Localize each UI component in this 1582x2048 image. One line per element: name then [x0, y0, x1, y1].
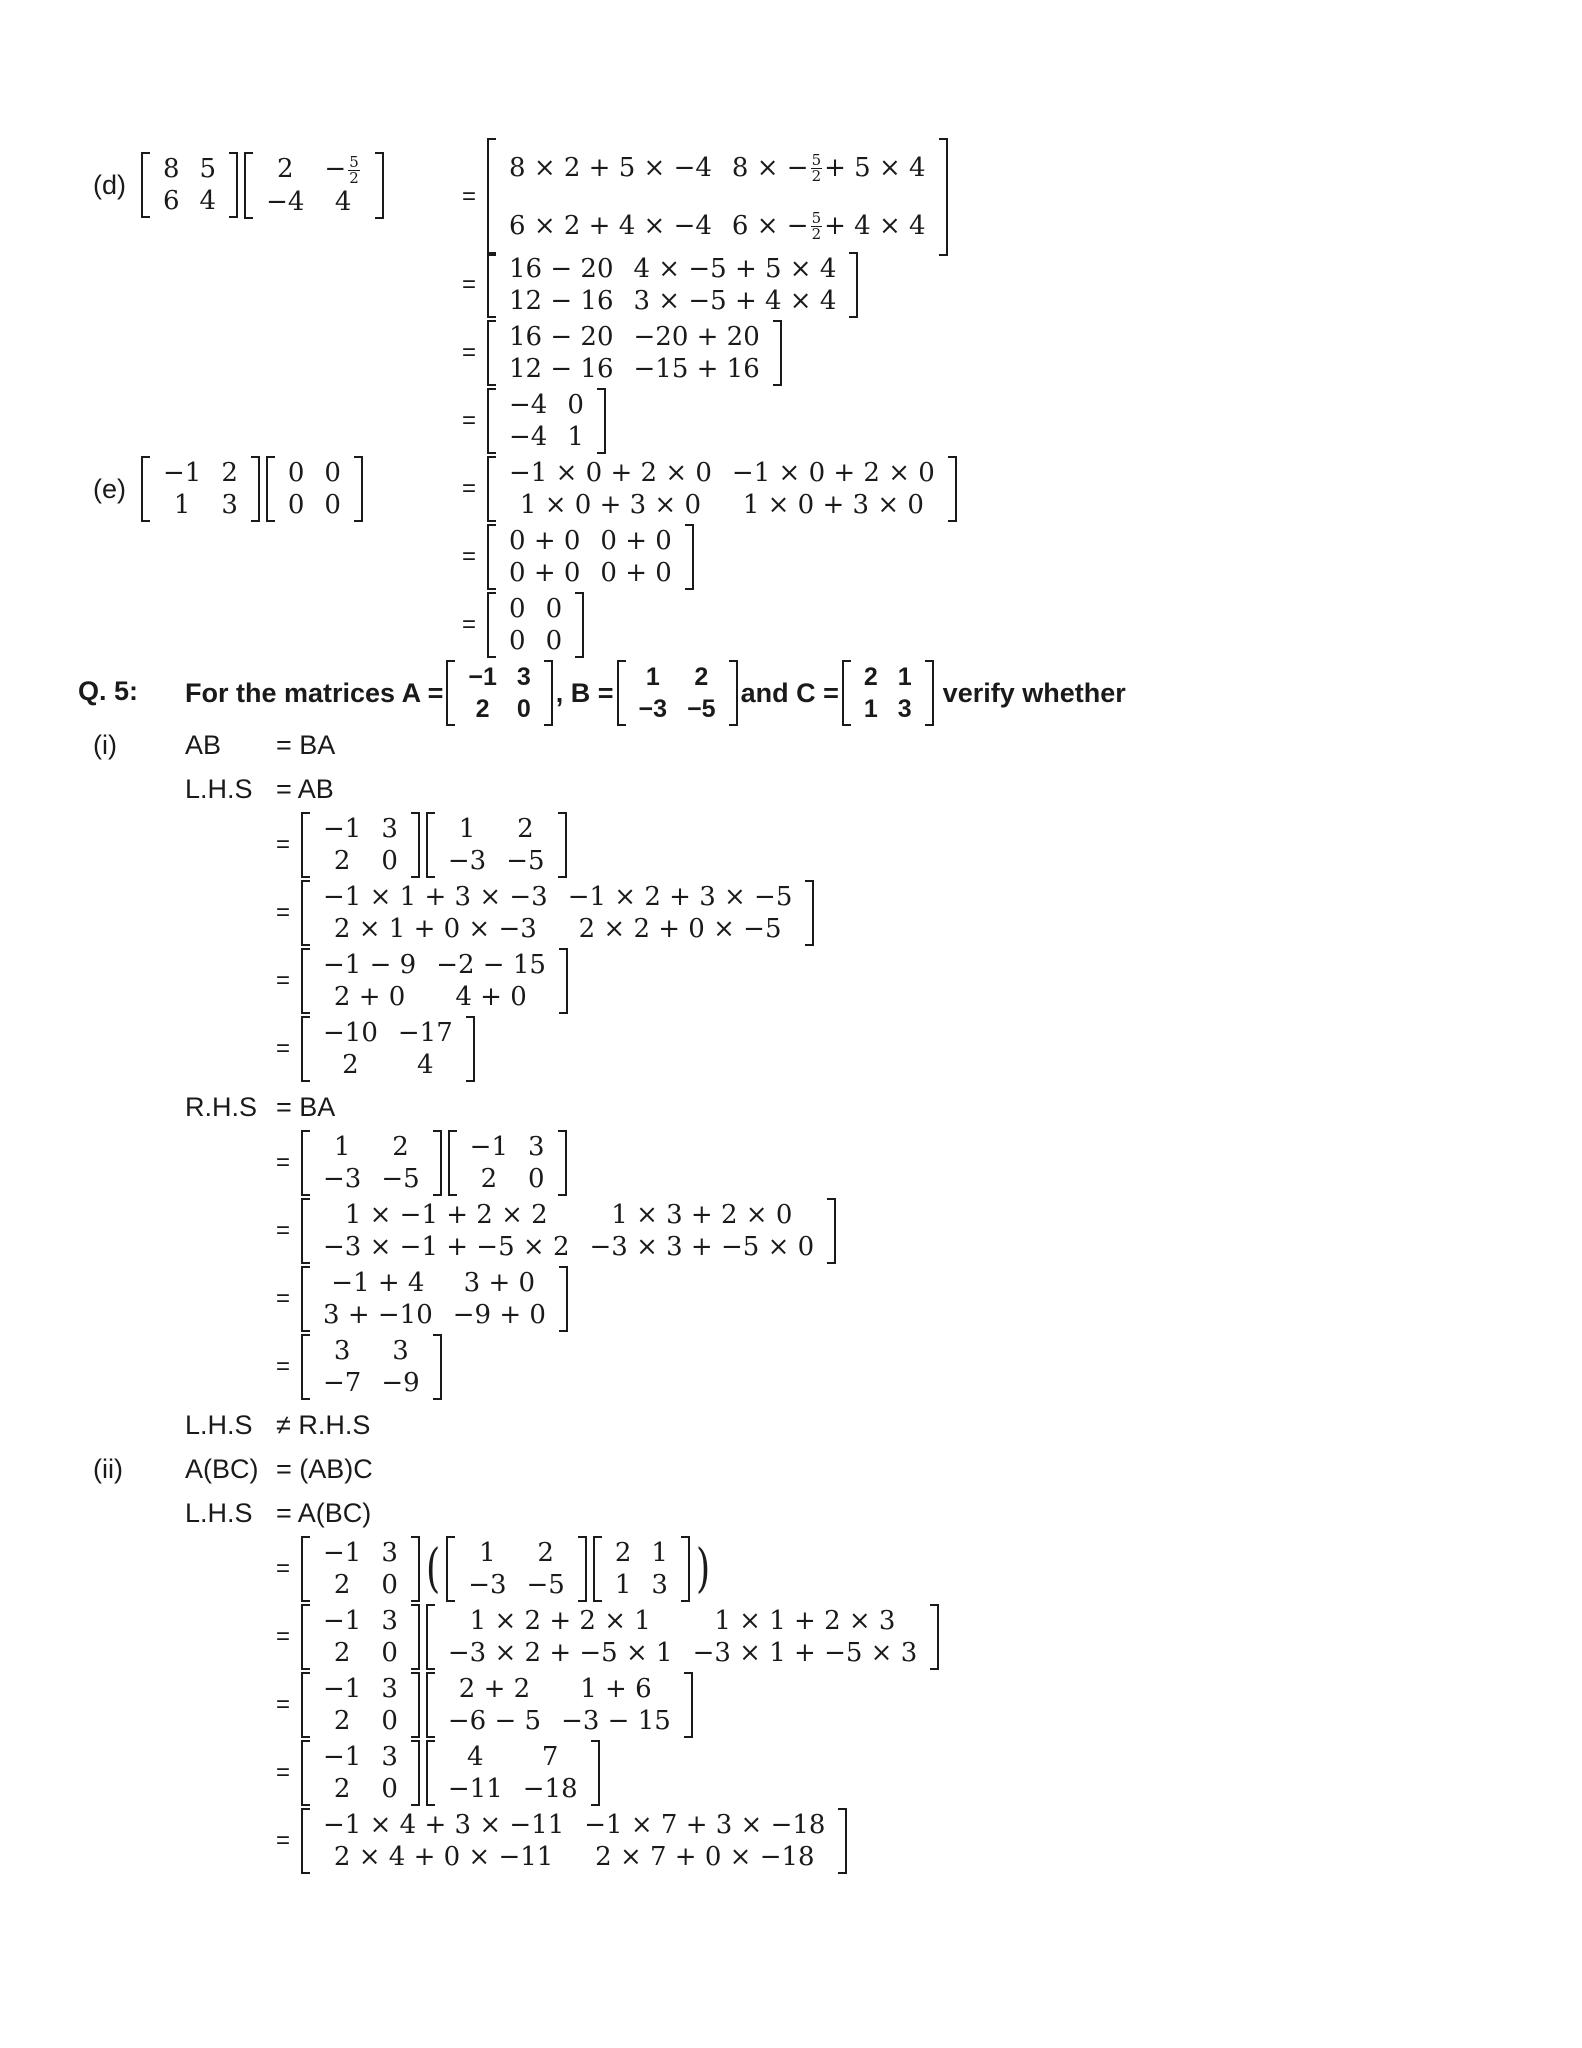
matrix — [301, 1198, 836, 1264]
matrix-cell: 1 × 1 + 2 × 3 — [714, 1606, 896, 1636]
matrix-cell: 1 × 0 + 3 × 0 — [742, 490, 924, 520]
matrix-cell: −2 − 15 — [436, 950, 546, 980]
matrix-cell: −1 × 4 + 3 × −11 — [323, 1810, 565, 1840]
part-d-problem — [138, 152, 387, 219]
matrix-cell: −1 − 9 — [323, 950, 417, 980]
matrix-cell: 0 — [381, 1570, 398, 1600]
matrix — [301, 948, 568, 1014]
rhs-label: R.H.S — [185, 1092, 258, 1122]
matrix-cell: 2 + 0 — [333, 982, 406, 1012]
matrix-cell: 2 × 4 + 0 × −11 — [333, 1842, 554, 1872]
matrix-cell: −1 + 4 — [331, 1268, 425, 1298]
matrix-cell: −3 — [323, 1164, 362, 1194]
matrix-cell: 2 — [333, 1774, 351, 1804]
matrix-cell: −5 — [381, 1164, 420, 1194]
matrix — [487, 388, 606, 454]
matrix-cell: −9 — [381, 1368, 420, 1398]
matrix-cell: −4 — [266, 186, 305, 217]
matrix-cell: 2 + 2 — [458, 1674, 531, 1704]
matrix-cell: −3 × −1 + −5 × 2 — [323, 1232, 570, 1262]
part-e-problem — [138, 456, 366, 522]
matrix-b — [617, 660, 738, 726]
matrix-cell: −1 × 0 + 2 × 0 — [509, 458, 712, 488]
matrix-cell: 2 — [392, 1132, 409, 1162]
matrix-a — [446, 660, 552, 726]
matrix-cell: 0 + 0 — [509, 558, 581, 588]
matrix-a — [301, 1672, 420, 1738]
matrix — [301, 1016, 475, 1082]
matrix-cell: 3 — [516, 663, 531, 691]
matrix — [487, 320, 782, 386]
matrix-cell: 2 — [333, 1706, 351, 1736]
lhs-step-product: = −1 3 2 0 1 2 −3 −5 — [276, 812, 570, 878]
matrix-cell: 4 — [199, 186, 217, 217]
matrix-cell: 1 — [479, 1538, 496, 1568]
matrix-cell: −3 × 1 + −5 × 3 — [692, 1638, 918, 1668]
matrix-cell: 3 — [528, 1132, 545, 1162]
part-ii-step-2: = −1 3 2 0 2 + 2 1 + 6 −6 − 5 −3 − 15 — [276, 1672, 696, 1738]
matrix-cell: 3 + 0 — [463, 1268, 536, 1298]
part-d-step-2: = 16 − 20 4 × −5 + 5 × 4 12 − 16 3 × −5 + 4 × 4 — [462, 252, 861, 318]
matrix-cell: −15 + 16 — [633, 354, 760, 384]
matrix-cell: 4 + 0 — [455, 982, 527, 1012]
matrix-cell: −1 — [323, 1606, 362, 1636]
matrix-cell: −1 × 0 + 2 × 0 — [731, 458, 935, 488]
part-ii-label: (ii) — [93, 1454, 123, 1484]
matrix-cell: 4 — [467, 1742, 484, 1772]
part-ii-statement-rhs: = (AB)C — [276, 1454, 373, 1484]
rhs-step-3: = 3 3 −7 −9 — [276, 1334, 445, 1400]
matrix — [301, 1334, 442, 1400]
matrix-cell: 0 — [509, 594, 526, 624]
matrix-cell: 12 − 16 — [509, 286, 614, 316]
matrix — [301, 1266, 568, 1332]
matrix — [487, 524, 694, 590]
matrix-cell: 2 — [276, 154, 294, 185]
matrix-cell: 3 × −5 + 4 × 4 — [633, 286, 837, 316]
matrix-cell: 2 × 2 + 0 × −5 — [578, 914, 782, 944]
matrix-cell: − $\frac{5}{2}$ — [324, 152, 359, 187]
matrix-cell: 0 — [381, 846, 398, 876]
matrix-cell: 0 — [324, 490, 341, 520]
matrix — [487, 456, 957, 522]
matrix-cell: 2 — [333, 1638, 351, 1668]
matrix-cell: −18 — [522, 1774, 578, 1804]
matrix-cell: 1 — [333, 1132, 351, 1162]
matrix-cell: 2 — [333, 846, 351, 876]
matrix-cell: −11 — [447, 1774, 503, 1804]
matrix — [266, 456, 363, 522]
matrix-b — [426, 812, 567, 878]
matrix-cell: 1 — [614, 1570, 632, 1600]
matrix-cell: 1 × −1 + 2 × 2 — [344, 1200, 548, 1230]
matrix-cell: −1 × 7 + 3 × −18 — [584, 1810, 826, 1840]
matrix-cell: 16 − 20 — [509, 322, 614, 352]
matrix — [141, 456, 260, 522]
part-i-label: (i) — [93, 730, 117, 760]
matrix-cell: 16 − 20 — [509, 254, 614, 284]
question-text-c: and C = — [740, 677, 839, 708]
matrix-cell: −7 — [323, 1368, 362, 1398]
question-number: Q. 5: — [78, 676, 139, 706]
matrix-cell: −3 × 3 + −5 × 0 — [589, 1232, 815, 1262]
matrix-cell: 0 + 0 — [509, 526, 581, 556]
matrix-cell: 0 — [545, 626, 563, 656]
matrix-cell: −3 — [638, 695, 668, 723]
matrix-cell: −1 — [163, 458, 202, 488]
matrix-cell: 3 — [897, 695, 912, 723]
matrix — [141, 152, 238, 218]
matrix-cell: 3 — [651, 1570, 668, 1600]
matrix-cell: 7 — [541, 1742, 559, 1772]
part-e-step-2: = 0 + 0 0 + 0 0 + 0 0 + 0 — [462, 524, 697, 590]
matrix-cell: 2 — [221, 458, 238, 488]
lhs-step-1: = −1 × 1 + 3 × −3 −1 × 2 + 3 × −5 2 × 1 + 0 × −3 2 × 2 + 0 × −5 — [276, 880, 817, 946]
matrix-cell: −5 — [687, 695, 716, 723]
matrix-cell: −9 + 0 — [452, 1300, 546, 1330]
matrix-cell: 2 — [694, 663, 709, 691]
matrix-cell: 2 × 7 + 0 × −18 — [595, 1842, 815, 1872]
matrix-cell: 2 — [333, 1570, 351, 1600]
rhs-step-2: = −1 + 4 3 + 0 3 + −10 −9 + 0 — [276, 1266, 571, 1332]
matrix-cell: −1 — [323, 1674, 362, 1704]
matrix-cell: −3 — [447, 846, 487, 876]
matrix-cell: 3 — [381, 1674, 398, 1704]
matrix-cell: −6 − 5 — [447, 1706, 542, 1736]
matrix-cell: 0 — [287, 490, 305, 520]
matrix-cell: 0 — [545, 594, 563, 624]
matrix-cell: −4 — [509, 422, 548, 452]
question-text-b: , B = — [555, 677, 614, 708]
matrix-cell: 1 — [897, 663, 912, 691]
matrix-cell: 3 — [221, 490, 238, 520]
matrix-cell: −3 − 15 — [561, 1706, 671, 1736]
part-i-statement-rhs: = BA — [276, 730, 336, 760]
lhs-expression: = AB — [276, 774, 334, 804]
matrix — [426, 1740, 600, 1806]
matrix-cell: 0 — [324, 458, 341, 488]
rhs-expression: = BA — [276, 1092, 336, 1122]
matrix-cell: 0 — [381, 1774, 398, 1804]
matrix-cell: 0 — [381, 1706, 398, 1736]
matrix-cell: −3 — [468, 1570, 507, 1600]
matrix-cell: 1 — [645, 663, 660, 691]
part-ii-step-4: = −1 × 4 + 3 × −11 −1 × 7 + 3 × −18 2 × 4 + 0 × −11 2 × 7 + 0 × −18 — [276, 1808, 850, 1874]
matrix-cell: −1 — [323, 1742, 362, 1772]
matrix — [426, 1672, 693, 1738]
matrix-cell: 0 — [381, 1638, 398, 1668]
matrix-cell: 12 − 16 — [509, 354, 614, 384]
matrix-cell: 1 — [173, 490, 191, 520]
conclusion-rhs: ≠ R.H.S — [276, 1410, 371, 1440]
matrix-cell: 0 — [567, 390, 584, 420]
matrix-cell: −1 × 1 + 3 × −3 — [323, 882, 548, 912]
part-ii-lhs-expression: = A(BC) — [276, 1498, 372, 1528]
matrix-cell: 2 — [475, 695, 490, 723]
matrix — [244, 152, 384, 219]
matrix-cell: −4 — [509, 390, 548, 420]
matrix-cell: 5 — [199, 154, 217, 185]
matrix-cell: 2 — [863, 663, 878, 691]
part-ii-step-product: = −1 3 2 0 ( 1 2 −3 −5 2 1 1 3 ) — [276, 1538, 711, 1600]
rhs-step-product: = 1 2 −3 −5 −1 3 2 0 — [276, 1130, 570, 1196]
part-ii-step-3: = −1 3 2 0 4 7 −11 −18 — [276, 1740, 603, 1806]
matrix-a — [301, 812, 420, 878]
matrix-cell: 3 — [381, 1606, 398, 1636]
matrix-cell: 3 — [392, 1336, 409, 1366]
matrix — [487, 252, 858, 318]
matrix-cell: −20 + 20 — [633, 322, 760, 352]
matrix-cell: 6 — [163, 186, 180, 217]
matrix — [301, 880, 814, 946]
matrix-cell: 2 — [480, 1164, 498, 1194]
matrix: 8 × 2 + 5 × −4 8 × − $\frac{5}{2}$ + 5 × 4 6 × 2 + 4 × −4 6 × − $\frac{5}{2}$ + 4 × 4 — [487, 138, 948, 256]
part-ii-lhs-label: L.H.S — [185, 1498, 253, 1528]
matrix-cell: 1 × 0 + 3 × 0 — [519, 490, 702, 520]
matrix-cell: 4 — [334, 186, 352, 217]
part-d-step-4: = −4 0 −4 1 — [462, 388, 609, 454]
matrix-cell: −5 — [506, 846, 545, 876]
matrix-a — [301, 1740, 420, 1806]
matrix-b — [446, 1536, 587, 1602]
matrix-c — [842, 660, 934, 726]
part-e-step-3: = 0 0 0 0 — [462, 592, 587, 658]
matrix — [487, 592, 584, 658]
matrix-cell: 1 — [567, 422, 584, 452]
part-d-label: (d) — [93, 170, 126, 200]
matrix-cell: 1 + 6 — [580, 1674, 652, 1704]
question-text-suffix: verify whether — [942, 677, 1126, 708]
matrix-cell: 0 — [287, 458, 305, 488]
matrix-cell: 2 — [517, 814, 534, 844]
lhs-step-3: = −10 −17 2 4 — [276, 1016, 478, 1082]
matrix-cell: −1 — [468, 663, 497, 691]
matrix-cell: 0 + 0 — [600, 558, 672, 588]
question-statement — [185, 660, 1126, 726]
matrix-cell: −5 — [526, 1570, 565, 1600]
part-e-step-1: = −1 × 0 + 2 × 0 −1 × 0 + 2 × 0 1 × 0 + 3 × 0 1 × 0 + 3 × 0 — [462, 456, 960, 522]
matrix-cell: 2 — [614, 1538, 632, 1568]
rhs-step-1: = 1 × −1 + 2 × 2 1 × 3 + 2 × 0 −3 × −1 + −5 × 2 −3 × 3 + −5 × 0 — [276, 1198, 839, 1264]
matrix-cell: 0 — [509, 626, 526, 656]
matrix-cell: 2 — [342, 1050, 359, 1080]
part-ii-statement-lhs: A(BC) — [185, 1454, 259, 1484]
question-text-prefix: For the matrices A = — [185, 677, 444, 708]
matrix-cell: 3 — [381, 814, 398, 844]
matrix-cell: 4 — [417, 1050, 434, 1080]
matrix-cell: 3 — [333, 1336, 351, 1366]
matrix-cell: 3 — [381, 1742, 398, 1772]
matrix-cell: −1 — [323, 1538, 362, 1568]
lhs-step-2: = −1 − 9 −2 − 15 2 + 0 4 + 0 — [276, 948, 571, 1014]
part-ii-step-1: = −1 3 2 0 1 × 2 + 2 × 1 1 × 1 + 2 × 3 −3 × 2 + −5 × 1 −3 × 1 + −5 × 3 — [276, 1604, 942, 1670]
matrix-cell: 1 × 3 + 2 × 0 — [611, 1200, 793, 1230]
matrix-cell: −3 × 2 + −5 × 1 — [447, 1638, 673, 1668]
conclusion-lhs: L.H.S — [185, 1410, 253, 1440]
matrix-b — [301, 1130, 442, 1196]
matrix-cell: 4 × −5 + 5 × 4 — [633, 254, 837, 284]
part-d-step-3: = 16 − 20 −20 + 20 12 − 16 −15 + 16 — [462, 320, 785, 386]
matrix-cell: 1 — [863, 695, 878, 723]
matrix-cell: 3 + −10 — [323, 1300, 433, 1330]
matrix-cell: −1 × 2 + 3 × −5 — [567, 882, 793, 912]
matrix-a — [301, 1536, 420, 1602]
matrix-cell: 1 × 2 + 2 × 1 — [469, 1606, 651, 1636]
matrix-cell: 0 + 0 — [600, 526, 672, 556]
matrix — [426, 1604, 939, 1670]
matrix-a — [301, 1604, 420, 1670]
matrix-cell: 1 — [651, 1538, 668, 1568]
lhs-label: L.H.S — [185, 774, 253, 804]
matrix — [301, 1808, 847, 1874]
matrix-c — [593, 1536, 690, 1602]
matrix-cell: 3 — [381, 1538, 398, 1568]
matrix-cell: −1 — [469, 1132, 508, 1162]
matrix-a — [448, 1130, 567, 1196]
part-e-label: (e) — [93, 474, 126, 504]
matrix-cell: 2 × 1 + 0 × −3 — [333, 914, 537, 944]
matrix-cell: 0 — [528, 1164, 545, 1194]
matrix-cell: −10 — [323, 1018, 378, 1048]
matrix-cell: −1 — [323, 814, 362, 844]
matrix-cell: 0 — [516, 695, 531, 723]
part-i-statement-lhs: AB — [185, 730, 222, 760]
part-d-step-1: = 8 × 2 + 5 × −4 8 × − $\frac{5}{2}$ + 5 × 4 6 × 2 + 4 × −4 6 × − $\frac{5}{2}$ + 4 × 4 — [462, 138, 951, 256]
matrix-cell: 1 — [458, 814, 476, 844]
matrix-cell: 8 — [163, 154, 180, 185]
matrix-cell: −17 — [397, 1018, 453, 1048]
matrix-cell: 2 — [537, 1538, 554, 1568]
